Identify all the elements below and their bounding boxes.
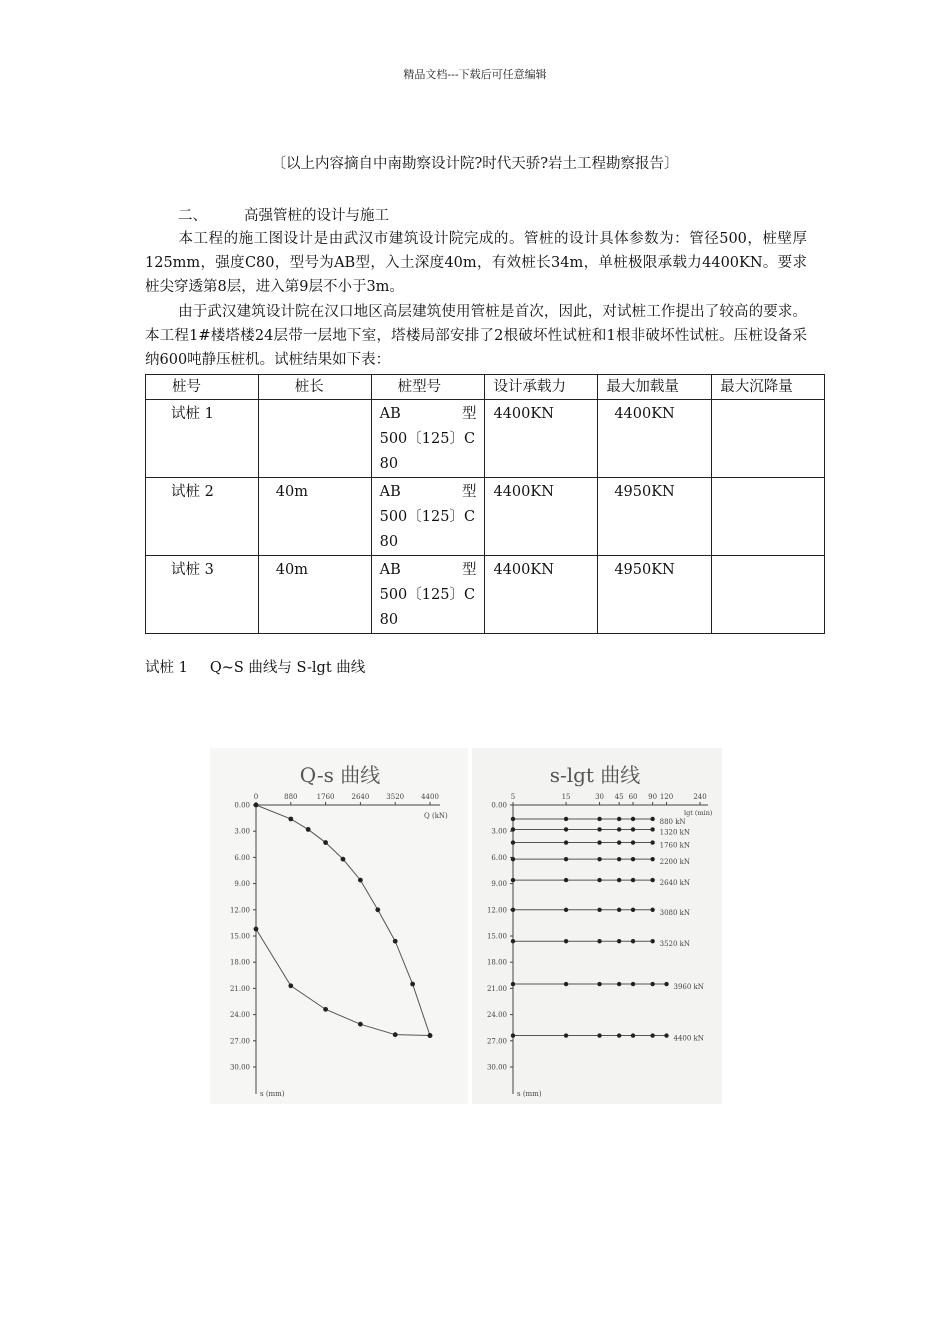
source-note: 〔以上内容摘自中南勘察设计院?时代天骄?岩土工程勘察报告〕 — [271, 156, 679, 172]
slgt-data-point — [617, 982, 621, 986]
slgt-data-point — [631, 878, 635, 882]
header-cell: 桩号 — [146, 375, 259, 400]
header-cell: 桩型号 — [371, 375, 485, 400]
pile-id-cell: 试桩 2 — [146, 478, 259, 556]
slgt-data-point — [564, 1033, 568, 1037]
slgt-data-point — [617, 857, 621, 861]
slgt-data-point — [664, 1033, 668, 1037]
qs-data-point — [288, 817, 293, 822]
max-load-cell: 4400KN — [598, 400, 712, 478]
slgt-data-point — [597, 982, 601, 986]
qs-y-tick-label: 9.00 — [234, 880, 250, 889]
slgt-y-tick-label: 15.00 — [486, 932, 507, 941]
table-row — [146, 556, 825, 634]
pile-id-cell: 试桩 3 — [146, 556, 259, 634]
slgt-y-axis-label: s (mm) — [517, 1090, 542, 1098]
slgt-data-point — [650, 840, 654, 844]
qs-y-axis-label: s (mm) — [260, 1090, 285, 1098]
slgt-series-label: 3960 kN — [673, 983, 704, 992]
slgt-data-point — [511, 878, 515, 882]
slgt-data-point — [597, 840, 601, 844]
pile-type-cell: AB 型 500〔125〕C 80 — [371, 400, 485, 478]
qs-x-axis-label: Q (kN) — [424, 812, 448, 820]
slgt-y-tick-label: 21.00 — [486, 984, 507, 993]
max-settlement-cell — [712, 400, 825, 478]
table-header-row — [146, 375, 825, 400]
page-header: 精品文档---下载后可任意编辑 — [403, 68, 547, 81]
header-cell: 最大加载量 — [598, 375, 712, 400]
slgt-x-tick-label: 5 — [510, 793, 516, 801]
max-load-cell: 4950KN — [598, 478, 712, 556]
slgt-data-point — [617, 817, 621, 821]
slgt-data-point — [511, 817, 515, 821]
qs-y-tick-label: 12.00 — [229, 906, 250, 915]
slgt-x-tick-label: 240 — [693, 793, 707, 801]
slgt-x-tick-label: 90 — [648, 793, 658, 801]
slgt-data-point — [597, 939, 601, 943]
pile-type-cell: AB 型 500〔125〕C 80 — [371, 556, 485, 634]
slgt-series-label: 3080 kN — [659, 908, 691, 917]
qs-data-point — [393, 1032, 398, 1037]
qs-data-point — [254, 927, 259, 932]
section-heading — [178, 204, 389, 225]
qs-y-tick-label: 24.00 — [229, 1011, 250, 1020]
qs-y-tick-label: 18.00 — [229, 958, 250, 967]
slgt-data-point — [511, 982, 515, 986]
slgt-data-point — [650, 857, 654, 861]
slgt-data-point — [617, 827, 621, 831]
slgt-data-point — [511, 827, 515, 831]
slgt-series-label: 1760 kN — [659, 841, 691, 850]
section-number: 二、 — [178, 208, 207, 224]
pile-length-cell: 40m — [258, 556, 371, 634]
slgt-chart-bg — [472, 748, 722, 1104]
slgt-y-tick-label: 27.00 — [486, 1037, 507, 1046]
slgt-series-label: 880 kN — [659, 817, 686, 826]
paragraph-design — [145, 227, 807, 299]
slgt-data-point — [650, 982, 654, 986]
qs-y-tick-label: 30.00 — [229, 1063, 250, 1072]
slgt-data-point — [617, 939, 621, 943]
slgt-data-point — [511, 857, 515, 861]
slgt-data-point — [511, 1033, 515, 1037]
slgt-data-point — [511, 908, 515, 912]
pile-test-table — [145, 374, 825, 634]
slgt-data-point — [650, 939, 654, 943]
paragraph-test — [145, 300, 807, 372]
slgt-x-tick-label: 15 — [561, 793, 571, 801]
slgt-y-tick-label: 12.00 — [486, 906, 507, 915]
slgt-data-point — [597, 857, 601, 861]
qs-y-tick-label: 21.00 — [229, 984, 250, 993]
charts-svg — [210, 748, 722, 1104]
slgt-data-point — [617, 840, 621, 844]
pile-length-cell — [258, 400, 371, 478]
slgt-chart-title: s-lgt 曲线 — [549, 763, 641, 787]
slgt-x-tick-label: 120 — [659, 793, 674, 801]
qs-data-point — [358, 1022, 363, 1027]
slgt-data-point — [631, 908, 635, 912]
slgt-x-tick-label: 30 — [595, 793, 605, 801]
figure-caption — [145, 656, 365, 677]
slgt-data-point — [564, 840, 568, 844]
slgt-data-point — [650, 1033, 654, 1037]
slgt-data-point — [631, 939, 635, 943]
qs-y-tick-label: 27.00 — [229, 1037, 250, 1046]
slgt-data-point — [631, 857, 635, 861]
slgt-data-point — [564, 939, 568, 943]
slgt-data-point — [597, 878, 601, 882]
table-row — [146, 400, 825, 478]
slgt-x-tick-label: 60 — [628, 793, 638, 801]
qs-data-point — [323, 840, 328, 845]
slgt-data-point — [511, 939, 515, 943]
qs-x-tick-label: 4400 — [421, 793, 439, 801]
design-capacity-cell: 4400KN — [485, 478, 598, 556]
slgt-data-point — [564, 878, 568, 882]
qs-y-tick-label: 0.00 — [234, 801, 250, 810]
slgt-y-tick-label: 3.00 — [491, 827, 507, 836]
slgt-data-point — [650, 878, 654, 882]
slgt-data-point — [511, 840, 515, 844]
max-load-cell: 4950KN — [598, 556, 712, 634]
qs-data-point — [254, 803, 259, 808]
slgt-x-axis-label: lgt (min) — [684, 809, 713, 817]
qs-x-tick-label: 880 — [284, 793, 298, 801]
qs-data-point — [410, 982, 415, 987]
slgt-y-tick-label: 24.00 — [486, 1011, 507, 1020]
slgt-data-point — [650, 827, 654, 831]
table-row — [146, 478, 825, 556]
pile-id-cell: 试桩 1 — [146, 400, 259, 478]
figure-image — [210, 748, 722, 1104]
header-cell: 桩长 — [258, 375, 371, 400]
slgt-data-point — [597, 1033, 601, 1037]
slgt-y-tick-label: 18.00 — [486, 958, 507, 967]
qs-data-point — [393, 939, 398, 944]
header-cell: 设计承载力 — [485, 375, 598, 400]
pile-type-cell: AB 型 500〔125〕C 80 — [371, 478, 485, 556]
slgt-data-point — [631, 840, 635, 844]
slgt-data-point — [631, 982, 635, 986]
slgt-data-point — [597, 827, 601, 831]
qs-y-tick-label: 15.00 — [229, 932, 250, 941]
slgt-y-tick-label: 0.00 — [491, 801, 507, 810]
section-title: 高强管桩的设计与施工 — [244, 208, 389, 224]
qs-x-tick-label: 0 — [253, 793, 259, 801]
caption-label: 试桩 1 — [145, 660, 188, 676]
qs-data-point — [288, 983, 293, 988]
paragraph-design-text: 本工程的施工图设计是由武汉市建筑设计院完成的。管桩的设计具体参数为：管径500，桩壁厚125mm，强度C80，型号为AB型，入土深度40m，有效桩长34m，单桩极限承载力4400KN。要求桩尖穿透第8层，进入第9层不小于3m。 — [145, 231, 807, 295]
slgt-data-point — [631, 1033, 635, 1037]
max-settlement-cell — [712, 556, 825, 634]
qs-y-tick-label: 3.00 — [234, 827, 250, 836]
max-settlement-cell — [712, 478, 825, 556]
slgt-data-point — [597, 817, 601, 821]
slgt-data-point — [617, 908, 621, 912]
design-capacity-cell: 4400KN — [485, 556, 598, 634]
slgt-y-tick-label: 6.00 — [491, 853, 507, 862]
slgt-data-point — [617, 878, 621, 882]
qs-chart-title: Q-s 曲线 — [299, 763, 381, 787]
qs-data-point — [341, 857, 346, 862]
qs-data-point — [323, 1007, 328, 1012]
header-cell: 最大沉降量 — [712, 375, 825, 400]
slgt-data-point — [664, 982, 668, 986]
qs-x-tick-label: 2640 — [351, 793, 370, 801]
qs-y-tick-label: 6.00 — [234, 853, 250, 862]
qs-x-tick-label: 3520 — [386, 793, 405, 801]
caption-text: Q~S 曲线与 S-lgt 曲线 — [209, 660, 366, 676]
qs-x-tick-label: 1760 — [316, 793, 335, 801]
qs-data-point — [358, 878, 363, 883]
slgt-series-label: 4400 kN — [673, 1034, 704, 1043]
slgt-data-point — [564, 982, 568, 986]
slgt-x-tick-label: 45 — [614, 793, 624, 801]
slgt-data-point — [564, 817, 568, 821]
slgt-series-label: 2200 kN — [659, 858, 691, 867]
slgt-data-point — [564, 827, 568, 831]
slgt-series-label: 2640 kN — [659, 879, 691, 888]
slgt-data-point — [597, 908, 601, 912]
slgt-y-tick-label: 9.00 — [491, 880, 507, 889]
pile-length-cell: 40m — [258, 478, 371, 556]
design-capacity-cell: 4400KN — [485, 400, 598, 478]
slgt-data-point — [564, 857, 568, 861]
slgt-data-point — [631, 827, 635, 831]
slgt-data-point — [650, 817, 654, 821]
qs-data-point — [428, 1033, 433, 1038]
slgt-data-point — [564, 908, 568, 912]
slgt-series-label: 3520 kN — [659, 940, 691, 949]
slgt-series-label: 1320 kN — [659, 828, 691, 837]
slgt-data-point — [650, 908, 654, 912]
slgt-data-point — [631, 817, 635, 821]
slgt-data-point — [617, 1033, 621, 1037]
slgt-y-tick-label: 30.00 — [486, 1063, 507, 1072]
qs-data-point — [375, 907, 380, 912]
paragraph-test-text: 由于武汉建筑设计院在汉口地区高层建筑使用管桩是首次，因此，对试桩工作提出了较高的要求。本工程1#楼塔楼24层带一层地下室，塔楼局部安排了2根破坏性试桩和1根非破坏性试桩。压桩设备采纳600吨静压桩机。试桩结果如下表： — [145, 304, 807, 368]
qs-data-point — [306, 827, 311, 832]
